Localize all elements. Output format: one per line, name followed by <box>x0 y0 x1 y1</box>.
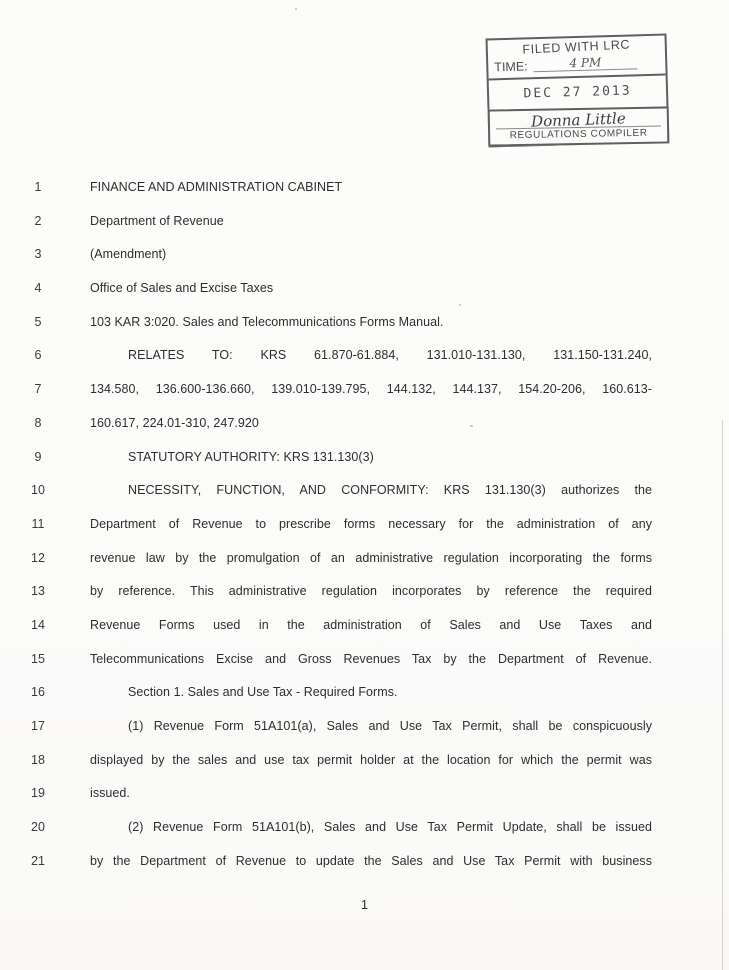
line-text: Telecommunications Excise and Gross Revenues Tax by the Department of Revenue. <box>90 651 652 666</box>
line-number: 15 <box>31 651 45 666</box>
line-text: 103 KAR 3:020. Sales and Telecommunications Forms Manual. <box>90 314 444 329</box>
document-line <box>0 440 729 474</box>
scan-speck <box>459 304 461 306</box>
line-number: 17 <box>31 719 45 733</box>
line-number: 4 <box>34 281 42 296</box>
line-text: Revenue Forms used in the administration of Sales and Use Taxes and <box>90 617 652 632</box>
line-text: by the Department of Revenue to update the Sales and Use Tax Permit with business <box>90 853 652 868</box>
document-line <box>0 507 729 541</box>
line-text: NECESSITY, FUNCTION, AND CONFORMITY: KRS 131.130(3) authorizes the <box>128 483 652 498</box>
scan-speck <box>470 425 473 427</box>
line-number: 7 <box>34 382 42 397</box>
line-number: 16 <box>31 685 45 700</box>
line-number: 9 <box>34 449 42 464</box>
line-number: 11 <box>31 516 45 531</box>
line-text: Section 1. Sales and Use Tax - Required Forms. <box>128 685 398 700</box>
document-line <box>0 541 729 575</box>
page-number: 1 <box>360 897 369 912</box>
document-lines <box>0 170 729 877</box>
line-text: Department of Revenue to prescribe forms necessary for the administration of any <box>90 516 652 531</box>
document-line <box>0 574 729 608</box>
document-line <box>0 338 729 372</box>
document-line <box>0 743 729 777</box>
line-number: 8 <box>34 415 42 430</box>
line-number: 13 <box>31 584 45 599</box>
document-line <box>0 675 729 709</box>
line-text: Office of Sales and Excise Taxes <box>90 281 274 296</box>
document-line <box>0 237 729 271</box>
filed-stamp <box>486 33 670 147</box>
document-line <box>0 844 729 878</box>
line-text: (2) Revenue Form 51A101(b), Sales and Use Tax Permit Update, shall be issued <box>128 820 652 835</box>
document-line <box>0 406 729 440</box>
time-handwritten-value: 4 PM <box>533 54 637 72</box>
line-number: 21 <box>31 853 45 868</box>
document-line <box>0 372 729 406</box>
line-number: 2 <box>34 213 42 228</box>
line-text: (1) Revenue Form 51A101(a), Sales and Use Tax Permit, shall be conspicuously <box>128 719 652 733</box>
document-line <box>0 204 729 238</box>
line-number: 1 <box>34 180 42 194</box>
line-text: FINANCE AND ADMINISTRATION CABINET <box>90 180 343 194</box>
document-line <box>0 776 729 810</box>
document-line <box>0 810 729 844</box>
document-line <box>0 271 729 305</box>
line-text: (Amendment) <box>90 247 167 262</box>
line-text: by reference. This administrative regulation incorporates by reference the required <box>90 584 652 599</box>
line-text: issued. <box>90 786 130 801</box>
document-line <box>0 709 729 743</box>
document-line <box>0 170 729 204</box>
date-stamp: DEC 27 2013 <box>523 83 632 102</box>
line-number: 14 <box>31 617 45 632</box>
time-label: TIME: <box>494 59 528 75</box>
line-text: displayed by the sales and use tax permit holder at the location for which the permit was <box>90 752 652 767</box>
document-line <box>0 305 729 339</box>
line-text: STATUTORY AUTHORITY: KRS 131.130(3) <box>128 449 374 464</box>
document-line <box>0 608 729 642</box>
line-text: revenue law by the promulgation of an administrative regulation incorporating the forms <box>90 550 652 565</box>
compiler-title: REGULATIONS COMPILER <box>496 126 661 142</box>
line-text: RELATES TO: KRS 61.870-61.884, 131.010-131.130, 131.150-131.240, <box>128 348 652 363</box>
compiler-stamp-box <box>488 106 670 146</box>
stamp-filed-section <box>488 36 666 81</box>
line-number: 3 <box>34 247 42 262</box>
line-number: 5 <box>34 314 42 329</box>
compiler-signature: Donna Little <box>530 109 626 131</box>
line-number: 20 <box>31 820 45 835</box>
scan-edge-line <box>722 420 723 970</box>
document-line <box>0 642 729 676</box>
filed-with-lrc-text: FILED WITH LRC <box>522 37 631 57</box>
stamp-box <box>486 33 670 147</box>
line-number: 6 <box>34 348 42 363</box>
line-text: Department of Revenue <box>90 213 224 228</box>
line-number: 12 <box>31 550 45 565</box>
line-text: 160.617, 224.01-310, 247.920 <box>90 415 259 430</box>
line-number: 10 <box>31 483 45 498</box>
line-number: 18 <box>31 752 45 767</box>
line-number: 19 <box>31 786 45 801</box>
document-line <box>0 473 729 507</box>
line-text: 134.580, 136.600-136.660, 139.010-139.795, 144.132, 144.137, 154.20-206, 160.613- <box>90 382 652 397</box>
scan-speck <box>295 8 297 10</box>
